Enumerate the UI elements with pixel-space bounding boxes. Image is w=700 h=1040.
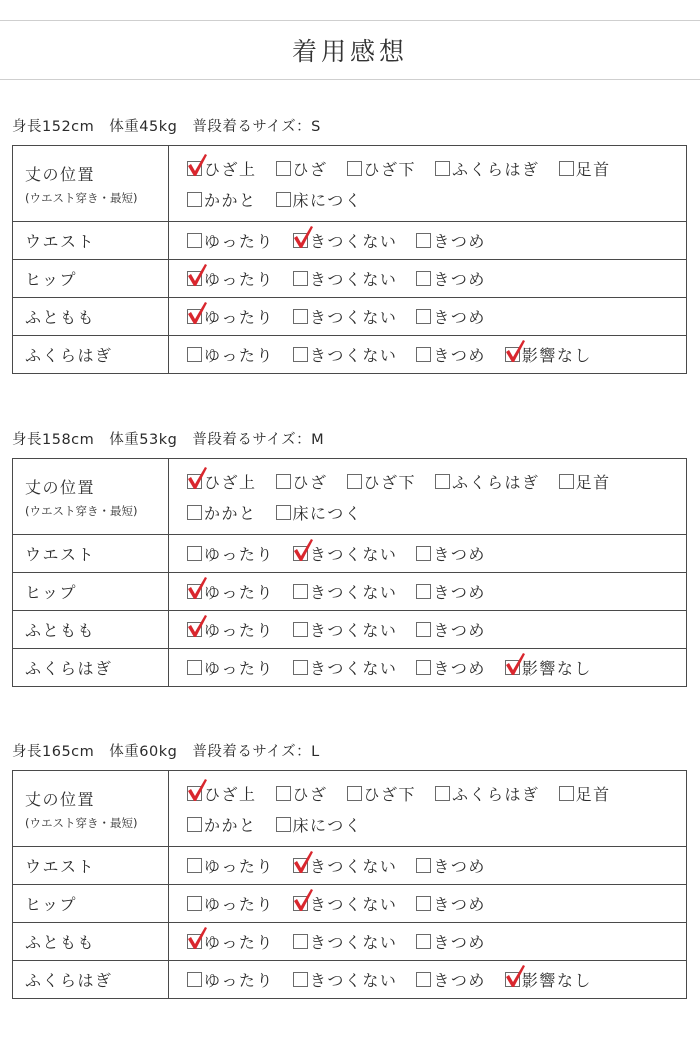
option-label: きつめ [433, 583, 486, 602]
table-row-hip [13, 573, 687, 611]
checkbox-option[interactable] [293, 229, 398, 252]
row-label-subtext: (ウエスト穿き・最短) [25, 190, 138, 205]
checkbox-option[interactable] [187, 157, 257, 180]
checkbox-option[interactable] [416, 854, 486, 877]
option-line [187, 850, 686, 881]
checkbox-option[interactable] [435, 470, 540, 493]
checkbox-option[interactable] [187, 892, 274, 915]
option-line [187, 301, 686, 332]
option-label: ゆったり [204, 933, 274, 952]
checkbox-option[interactable] [187, 501, 257, 524]
row-label-text: 丈の位置 [25, 789, 96, 809]
red-check-icon [186, 778, 208, 802]
red-check-icon [292, 888, 314, 912]
red-check-icon [186, 263, 208, 287]
row-label-waist: ウエスト [13, 535, 169, 573]
checkbox-icon[interactable] [559, 161, 574, 176]
checkbox-icon[interactable] [187, 233, 202, 248]
profile-line: 身長165cm 体重60kg 普段着るサイズ：L [12, 744, 320, 760]
checkbox-option[interactable] [187, 229, 274, 252]
checkbox-option[interactable] [187, 305, 274, 328]
checked-box-icon[interactable] [187, 309, 202, 324]
red-check-icon [186, 926, 208, 950]
checkbox-icon[interactable] [416, 309, 431, 324]
checkbox-option[interactable] [416, 892, 486, 915]
checked-box-icon[interactable] [293, 233, 308, 248]
option-label: ひざ [292, 159, 328, 179]
checked-box-icon[interactable] [293, 546, 308, 561]
table-row-position [13, 771, 687, 847]
checkbox-icon[interactable] [276, 817, 291, 832]
checkbox-icon[interactable] [276, 505, 291, 520]
options-calf [169, 336, 687, 374]
row-label-thigh: ふともも [13, 923, 169, 961]
table-row-calf [13, 649, 687, 687]
option-label: きつくない [309, 857, 398, 876]
table-row-waist [13, 847, 687, 885]
option-line [187, 809, 686, 840]
option-line [187, 538, 686, 569]
option-label: きつくない [309, 545, 398, 564]
checkbox-option[interactable] [293, 930, 398, 953]
row-label-text: 丈の位置 [25, 164, 96, 184]
checkbox-option[interactable] [416, 580, 486, 603]
option-label: ゆったり [204, 270, 274, 289]
checkbox-option[interactable] [293, 343, 398, 366]
checkbox-option[interactable] [416, 542, 486, 565]
option-label: ゆったり [204, 621, 274, 640]
checkbox-icon[interactable] [347, 474, 362, 489]
checkbox-option[interactable] [187, 930, 274, 953]
checkbox-icon[interactable] [293, 622, 308, 637]
checked-box-icon[interactable] [187, 271, 202, 286]
checkbox-icon[interactable] [416, 858, 431, 873]
option-label: きつくない [309, 971, 398, 990]
option-label: きつくない [309, 346, 398, 365]
option-label: きつくない [309, 308, 398, 327]
table-row-waist [13, 222, 687, 260]
options-waist [169, 222, 687, 260]
checkbox-option[interactable] [187, 618, 274, 641]
checkbox-icon[interactable] [293, 660, 308, 675]
option-label: きつめ [433, 270, 486, 289]
option-label: きつめ [433, 232, 486, 251]
checkbox-icon[interactable] [416, 622, 431, 637]
table-row-hip [13, 260, 687, 298]
option-label: きつくない [309, 621, 398, 640]
option-label: ひざ上 [204, 784, 257, 804]
checkbox-icon[interactable] [293, 309, 308, 324]
profile-line: 身長158cm 体重53kg 普段着るサイズ：M [12, 432, 325, 448]
options-position [169, 771, 687, 847]
checkbox-icon[interactable] [559, 786, 574, 801]
option-label: ゆったり [204, 308, 274, 327]
row-label-position [13, 146, 169, 222]
checkbox-option[interactable] [276, 813, 363, 836]
checked-box-icon[interactable] [187, 584, 202, 599]
checkbox-option[interactable] [187, 470, 257, 493]
checkbox-option[interactable] [416, 618, 486, 641]
option-label: かかと [204, 503, 257, 523]
checkbox-option[interactable] [416, 930, 486, 953]
table-row-thigh [13, 298, 687, 336]
option-label: かかと [204, 815, 257, 835]
checkbox-icon[interactable] [293, 347, 308, 362]
checkbox-option[interactable] [187, 813, 257, 836]
checkbox-icon[interactable] [416, 271, 431, 286]
checked-box-icon[interactable] [187, 786, 202, 801]
option-label: 影響なし [521, 659, 592, 678]
checkbox-option[interactable] [559, 782, 611, 805]
checkbox-option[interactable] [187, 580, 274, 603]
checked-box-icon[interactable] [293, 896, 308, 911]
checkbox-option[interactable] [293, 267, 398, 290]
checked-box-icon[interactable] [187, 474, 202, 489]
row-label-subtext: (ウエスト穿き・最短) [25, 815, 138, 830]
option-label: ゆったり [204, 971, 274, 990]
row-label-thigh: ふともも [13, 298, 169, 336]
options-position [169, 459, 687, 535]
checkbox-icon[interactable] [559, 474, 574, 489]
checkbox-icon[interactable] [187, 660, 202, 675]
table-row-position [13, 146, 687, 222]
option-label: 足首 [575, 784, 611, 804]
option-label: きつめ [433, 545, 486, 564]
checkbox-icon[interactable] [293, 584, 308, 599]
option-label: きつめ [433, 621, 486, 640]
fit-section [12, 742, 688, 990]
option-label: ゆったり [204, 895, 274, 914]
checkbox-option[interactable] [435, 782, 540, 805]
option-label: 床につく [292, 503, 363, 523]
option-line [187, 263, 686, 294]
checkbox-option[interactable] [347, 782, 417, 805]
option-label: きつめ [433, 971, 486, 990]
checkbox-icon[interactable] [416, 896, 431, 911]
option-label: きつめ [433, 308, 486, 327]
option-label: かかと [204, 190, 257, 210]
checkbox-icon[interactable] [187, 347, 202, 362]
row-label-hip: ヒップ [13, 573, 169, 611]
checkbox-icon[interactable] [347, 161, 362, 176]
title-bar [0, 20, 700, 80]
option-label: きつくない [309, 659, 398, 678]
options-thigh [169, 923, 687, 961]
checkbox-option[interactable] [293, 305, 398, 328]
checkbox-option[interactable] [276, 188, 363, 211]
checkbox-icon[interactable] [293, 972, 308, 987]
checkbox-option[interactable] [293, 656, 398, 679]
checkbox-option[interactable] [276, 470, 328, 493]
option-label: ゆったり [204, 232, 274, 251]
checkbox-option[interactable] [416, 656, 486, 679]
red-check-icon [504, 964, 526, 988]
checkbox-icon[interactable] [416, 934, 431, 949]
option-label: ふくらはぎ [452, 472, 540, 492]
checkbox-icon[interactable] [187, 896, 202, 911]
checked-box-icon[interactable] [505, 660, 520, 675]
table-row-thigh [13, 923, 687, 961]
options-waist [169, 847, 687, 885]
row-label-subtext: (ウエスト穿き・最短) [25, 503, 138, 518]
checkbox-option[interactable] [293, 580, 398, 603]
option-label: 足首 [575, 159, 611, 179]
option-label: きつくない [309, 933, 398, 952]
checkbox-option[interactable] [276, 157, 328, 180]
checkbox-icon[interactable] [416, 546, 431, 561]
row-label-calf: ふくらはぎ [13, 336, 169, 374]
option-label: きつくない [309, 270, 398, 289]
option-label: ひざ下 [363, 159, 417, 179]
option-line [187, 339, 686, 370]
checkbox-icon[interactable] [435, 161, 450, 176]
checkbox-icon[interactable] [187, 505, 202, 520]
checkbox-option[interactable] [293, 892, 398, 915]
option-line [187, 778, 686, 809]
red-check-icon [292, 850, 314, 874]
row-label-position [13, 459, 169, 535]
table-row-waist [13, 535, 687, 573]
checkbox-option[interactable] [187, 968, 274, 991]
options-thigh [169, 611, 687, 649]
checkbox-option[interactable] [187, 343, 274, 366]
checkbox-option[interactable] [416, 968, 486, 991]
option-line [187, 888, 686, 919]
checked-box-icon[interactable] [505, 972, 520, 987]
option-label: ひざ下 [363, 784, 417, 804]
row-label-thigh: ふともも [13, 611, 169, 649]
checkbox-option[interactable] [187, 542, 274, 565]
option-label: 足首 [575, 472, 611, 492]
options-hip [169, 260, 687, 298]
checkbox-icon[interactable] [187, 546, 202, 561]
option-label: きつめ [433, 346, 486, 365]
checkbox-icon[interactable] [187, 858, 202, 873]
option-label: きつくない [309, 583, 398, 602]
option-label: きつくない [309, 232, 398, 251]
checkbox-option[interactable] [559, 470, 611, 493]
options-hip [169, 885, 687, 923]
row-label-waist: ウエスト [13, 847, 169, 885]
table-row-calf [13, 336, 687, 374]
option-label: きつくない [309, 895, 398, 914]
option-label: ゆったり [204, 583, 274, 602]
checkbox-option[interactable] [293, 618, 398, 641]
table-row-hip [13, 885, 687, 923]
checkbox-icon[interactable] [416, 584, 431, 599]
option-line [187, 964, 686, 995]
option-line [187, 652, 686, 683]
checkbox-option[interactable] [187, 854, 274, 877]
option-line [187, 497, 686, 528]
checked-box-icon[interactable] [293, 858, 308, 873]
checkbox-option[interactable] [416, 267, 486, 290]
option-label: 床につく [292, 815, 363, 835]
profile-line: 身長152cm 体重45kg 普段着るサイズ：S [12, 119, 321, 135]
checked-box-icon[interactable] [187, 622, 202, 637]
option-line [187, 466, 686, 497]
option-label: ひざ上 [204, 472, 257, 492]
row-label-calf: ふくらはぎ [13, 961, 169, 999]
option-label: ふくらはぎ [452, 784, 540, 804]
checkbox-icon[interactable] [416, 233, 431, 248]
checkbox-icon[interactable] [293, 934, 308, 949]
checkbox-icon[interactable] [276, 192, 291, 207]
red-check-icon [186, 153, 208, 177]
checkbox-option[interactable] [276, 782, 328, 805]
checkbox-icon[interactable] [276, 474, 291, 489]
option-label: ゆったり [204, 545, 274, 564]
options-thigh [169, 298, 687, 336]
checkbox-option[interactable] [505, 656, 592, 679]
checkbox-option[interactable] [347, 470, 417, 493]
option-label: きつめ [433, 857, 486, 876]
checkbox-icon[interactable] [187, 817, 202, 832]
checked-box-icon[interactable] [505, 347, 520, 362]
checkbox-icon[interactable] [416, 660, 431, 675]
checkbox-option[interactable] [416, 305, 486, 328]
red-check-icon [186, 614, 208, 638]
option-label: 影響なし [521, 346, 592, 365]
table-row-position [13, 459, 687, 535]
option-label: 影響なし [521, 971, 592, 990]
options-position [169, 146, 687, 222]
option-label: 床につく [292, 190, 363, 210]
red-check-icon [186, 576, 208, 600]
red-check-icon [186, 301, 208, 325]
row-label-calf: ふくらはぎ [13, 649, 169, 687]
page-title: 着用感想 [291, 37, 408, 66]
options-waist [169, 535, 687, 573]
option-label: ひざ上 [204, 159, 257, 179]
fit-table [12, 145, 687, 374]
checkbox-option[interactable] [347, 157, 417, 180]
option-line [187, 153, 686, 184]
checkbox-icon[interactable] [276, 161, 291, 176]
option-label: ゆったり [204, 857, 274, 876]
checkbox-option[interactable] [276, 501, 363, 524]
checkbox-icon[interactable] [293, 271, 308, 286]
checkbox-option[interactable] [187, 267, 274, 290]
row-label-hip: ヒップ [13, 260, 169, 298]
checkbox-option[interactable] [293, 854, 398, 877]
options-calf [169, 961, 687, 999]
red-check-icon [504, 652, 526, 676]
checkbox-icon[interactable] [435, 474, 450, 489]
options-calf [169, 649, 687, 687]
option-label: ゆったり [204, 659, 274, 678]
fit-table [12, 458, 687, 687]
option-label: ひざ [292, 472, 328, 492]
option-line [187, 926, 686, 957]
checkbox-option[interactable] [559, 157, 611, 180]
checkbox-option[interactable] [187, 188, 257, 211]
checkbox-option[interactable] [187, 656, 274, 679]
option-label: きつめ [433, 933, 486, 952]
fit-table [12, 770, 687, 999]
option-label: ふくらはぎ [452, 159, 540, 179]
checkbox-option[interactable] [416, 343, 486, 366]
option-line [187, 576, 686, 607]
options-hip [169, 573, 687, 611]
option-label: きつめ [433, 895, 486, 914]
row-label-hip: ヒップ [13, 885, 169, 923]
row-label-position [13, 771, 169, 847]
checkbox-icon[interactable] [187, 192, 202, 207]
checkbox-option[interactable] [293, 542, 398, 565]
checkbox-icon[interactable] [187, 972, 202, 987]
checkbox-icon[interactable] [435, 786, 450, 801]
option-label: きつめ [433, 659, 486, 678]
red-check-icon [292, 225, 314, 249]
checkbox-option[interactable] [293, 968, 398, 991]
row-label-waist: ウエスト [13, 222, 169, 260]
checkbox-option[interactable] [505, 343, 592, 366]
checkbox-option[interactable] [187, 782, 257, 805]
option-line [187, 614, 686, 645]
red-check-icon [292, 538, 314, 562]
checked-box-icon[interactable] [187, 934, 202, 949]
option-label: ひざ下 [363, 472, 417, 492]
checkbox-icon[interactable] [276, 786, 291, 801]
checkbox-icon[interactable] [416, 347, 431, 362]
checkbox-option[interactable] [435, 157, 540, 180]
checkbox-icon[interactable] [347, 786, 362, 801]
checkbox-option[interactable] [416, 229, 486, 252]
fit-section [12, 117, 688, 365]
table-row-calf [13, 961, 687, 999]
checkbox-icon[interactable] [416, 972, 431, 987]
option-label: ひざ [292, 784, 328, 804]
red-check-icon [504, 339, 526, 363]
checkbox-option[interactable] [505, 968, 592, 991]
row-label-text: 丈の位置 [25, 477, 96, 497]
option-line [187, 225, 686, 256]
red-check-icon [186, 466, 208, 490]
checked-box-icon[interactable] [187, 161, 202, 176]
table-row-thigh [13, 611, 687, 649]
fit-section [12, 430, 688, 678]
option-line [187, 184, 686, 215]
option-label: ゆったり [204, 346, 274, 365]
